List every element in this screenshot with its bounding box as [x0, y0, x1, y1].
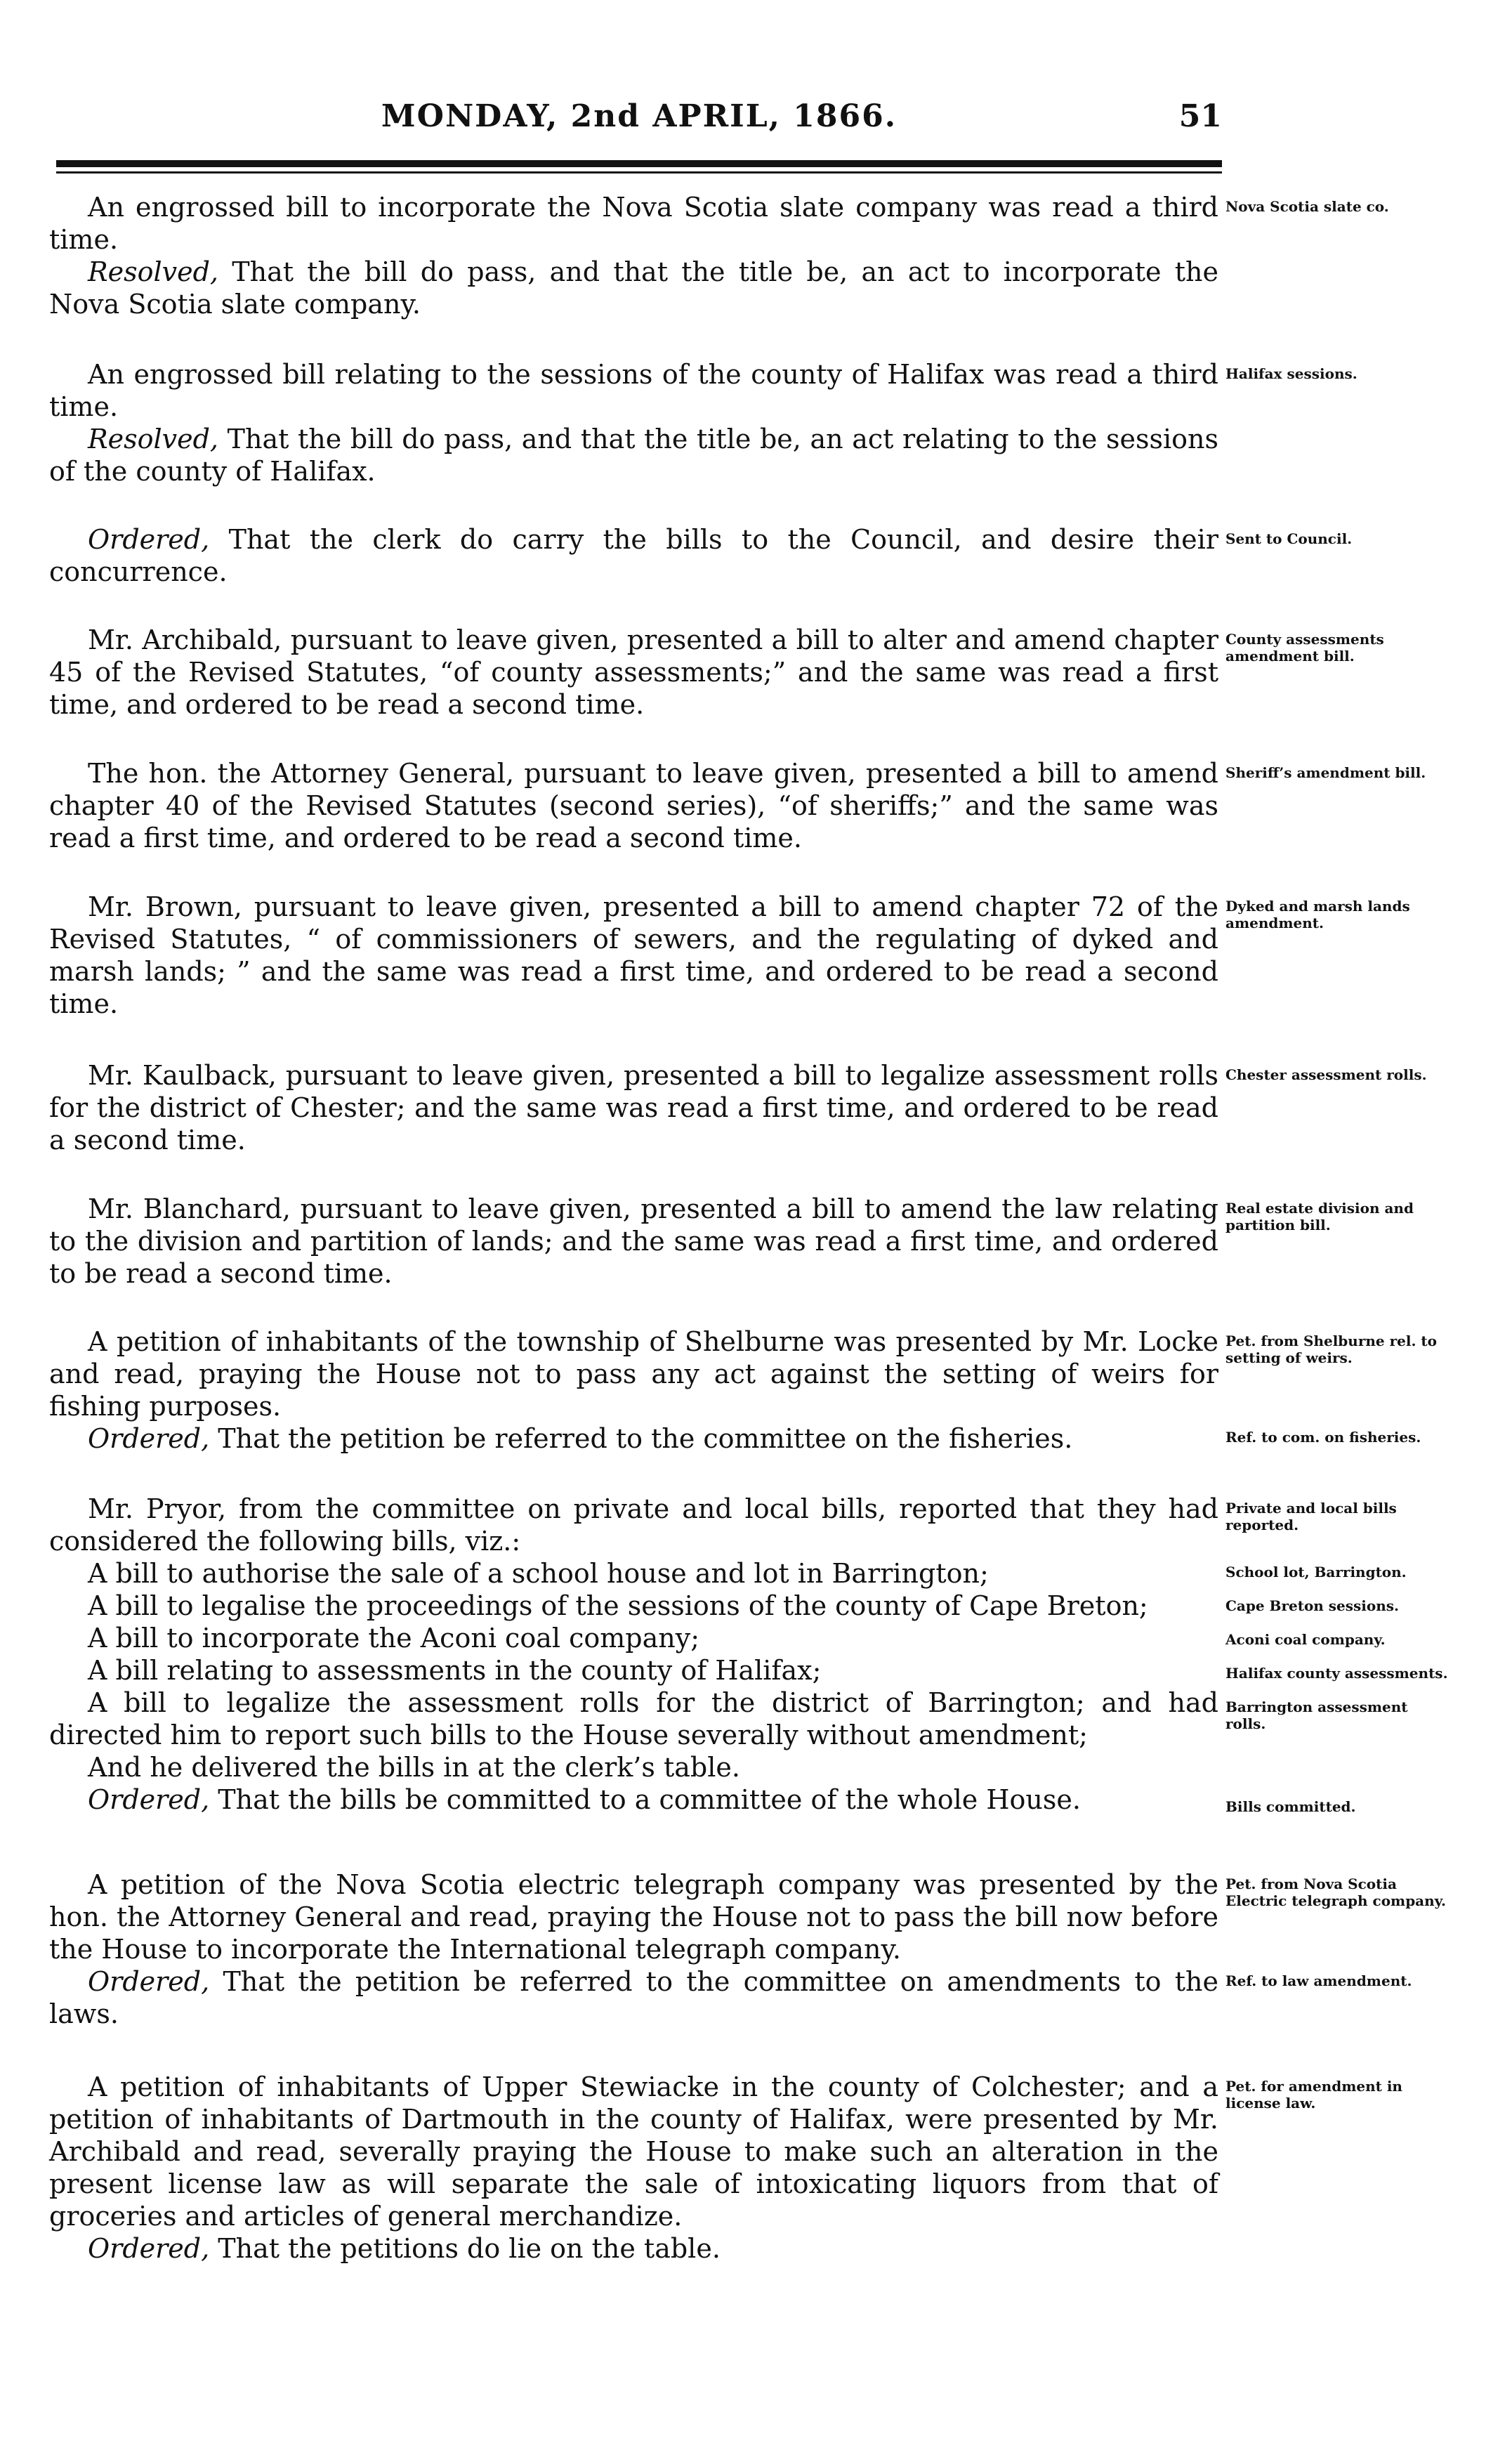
bill-item: A bill to legalise the proceedings of the sessions of the county of Cape Breton; [88, 1590, 1148, 1621]
entry-county-assessments [49, 624, 1218, 721]
margin-note: Halifax sessions. [1225, 365, 1357, 382]
entry-text: A petition of the Nova Scotia electric telegraph company was presented by the hon. the Attorney General and read, praying the House not to pass the bill now before the House to incorporate the International telegraph company. [49, 1869, 1218, 1965]
resolved-label: Resolved, [88, 256, 218, 287]
entry-sheriffs [49, 757, 1218, 854]
entry-text: A petition of inhabitants of Upper Stewiacke in the county of Colchester; and a petition of inhabitants of Dartmouth in the county of Halifax, were presented by Mr. Archibald and read, severally praying the House to make such an alteration in the present license law as will separate the sale of intoxicating liquors from that of groceries and articles of general merchandize. [49, 2071, 1218, 2232]
ordered-text: That the bills be committed to a committee of the whole House. [218, 1784, 1081, 1815]
entry-text: Mr. Kaulback, pursuant to leave given, presented a bill to legalize assessment rolls for the district of Chester; and the same was read a first time, and ordered to be read a second time. [49, 1060, 1218, 1156]
entry-text: An engrossed bill to incorporate the Nova Scotia slate company was read a third time. [49, 192, 1218, 255]
ordered-paragraph [49, 1783, 1218, 1816]
margin-note: Cape Breton sessions. [1225, 1597, 1400, 1614]
margin-note: Sent to Council. [1225, 530, 1353, 547]
margin-note: Pet. from Nova Scotia Electric telegraph company. [1225, 1875, 1446, 1909]
margin-note: Dyked and marsh lands amendment. [1225, 898, 1410, 931]
ordered-text: That the petition be referred to the committee on amendments to the laws. [49, 1966, 1218, 2029]
margin-note: Bills committed. [1225, 1798, 1356, 1815]
ordered-paragraph [49, 523, 1218, 588]
entry-real-estate [49, 1193, 1218, 1290]
margin-note: Ref. to law amendment. [1225, 1972, 1412, 1989]
entry-text: The hon. the Attorney General, pursuant to leave given, presented a bill to amend chapter 40 of the Revised Statutes (second series), “of sheriffs;” and the same was read a first time, and ordered to be read a second time. [49, 758, 1218, 853]
ordered-label: Ordered, [88, 1966, 210, 1997]
bill-item: A bill to legalize the assessment rolls for the district of Barrington; and had directed him to report such bills to the House severally without amendment; [49, 1687, 1218, 1750]
margin-note: Nova Scotia slate co. [1225, 198, 1389, 215]
entry-dyked-marsh [49, 891, 1218, 1020]
entry-text: A petition of inhabitants of the township of Shelburne was presented by Mr. Locke and read, praying the House not to pass any act against the setting of weirs for fishing purposes. [49, 1326, 1218, 1422]
entry-license-law-petitions [49, 2071, 1218, 2265]
entry-chester [49, 1059, 1218, 1156]
ordered-paragraph [49, 1422, 1218, 1455]
delivered-text: And he delivered the bills in at the clerk’s table. [88, 1752, 740, 1783]
resolved-label: Resolved, [88, 424, 218, 454]
bill-item: A bill to authorise the sale of a school house and lot in Barrington; [88, 1558, 989, 1589]
margin-note: Pet. for amendment in license law. [1225, 2078, 1402, 2112]
page-header [56, 98, 1222, 155]
ordered-text: That the petition be referred to the committee on the fisheries. [218, 1423, 1073, 1454]
margin-note: School lot, Barrington. [1225, 1564, 1407, 1580]
margin-note: Halifax county assessments. [1225, 1665, 1448, 1682]
bill-item: A bill relating to assessments in the county of Halifax; [88, 1655, 822, 1686]
entry-private-local-bills [49, 1493, 1218, 1816]
entry-shelburne-petition [49, 1325, 1218, 1455]
entry-telegraph-petition [49, 1868, 1218, 2030]
margin-note: Aconi coal company. [1225, 1631, 1386, 1648]
ordered-paragraph [49, 1965, 1218, 2030]
ordered-label: Ordered, [88, 1423, 210, 1454]
header-rule-thin [56, 171, 1222, 174]
resolved-text: That the bill do pass, and that the title be, an act relating to the sessions of the county of Halifax. [49, 424, 1218, 487]
entry-text: Mr. Archibald, pursuant to leave given, presented a bill to alter and amend chapter 45 of the Revised Statutes, “of county assessments;” and the same was read a first time, and ordered to be read a second time. [49, 624, 1218, 720]
entry-text: Mr. Brown, pursuant to leave given, presented a bill to amend chapter 72 of the Revised Statutes, “ of commissioners of sewers, and the regulating of dyked and marsh lands; ” and the same was read a first time, and ordered to be read a second time. [49, 891, 1218, 1019]
entry-sent-to-council [49, 523, 1218, 588]
margin-note: Ref. to com. on fisheries. [1225, 1429, 1421, 1446]
margin-note: Chester assessment rolls. [1225, 1066, 1427, 1083]
margin-note: Real estate division and partition bill. [1225, 1200, 1414, 1233]
margin-note: Pet. from Shelburne rel. to setting of weirs. [1225, 1333, 1437, 1366]
entry-text: Mr. Pryor, from the committee on private and local bills, reported that they had considered the following bills, viz.: [49, 1493, 1218, 1557]
margin-note: County assessments amendment bill. [1225, 631, 1384, 665]
margin-note: Private and local bills reported. [1225, 1500, 1397, 1533]
resolved-paragraph [49, 256, 1218, 320]
margin-note: Barrington assessment rolls. [1225, 1698, 1408, 1732]
ordered-label: Ordered, [88, 2233, 210, 2264]
ordered-text: That the petitions do lie on the table. [218, 2233, 721, 2264]
entry-text: An engrossed bill relating to the sessions of the county of Halifax was read a third time. [49, 359, 1218, 422]
entry-halifax-sessions [49, 358, 1218, 487]
resolved-paragraph [49, 423, 1218, 487]
ordered-label: Ordered, [88, 1784, 210, 1815]
entry-nova-scotia-slate [49, 191, 1218, 320]
resolved-text: That the bill do pass, and that the title be, an act to incorporate the Nova Scotia slate company. [49, 256, 1218, 320]
page-number: 51 [1178, 98, 1222, 134]
margin-note: Sheriff’s amendment bill. [1225, 764, 1426, 781]
running-title: MONDAY, 2nd APRIL, 1866. [381, 98, 898, 134]
ordered-label: Ordered, [88, 524, 210, 555]
ordered-paragraph [49, 2232, 1218, 2265]
ordered-text: That the clerk do carry the bills to the Council, and desire their concurrence. [49, 524, 1218, 587]
entry-text: Mr. Blanchard, pursuant to leave given, presented a bill to amend the law relating to the division and partition of lands; and the same was read a first time, and ordered to be read a second time. [49, 1193, 1218, 1289]
bill-item: A bill to incorporate the Aconi coal company; [88, 1623, 700, 1654]
header-rule-thick [56, 160, 1222, 167]
